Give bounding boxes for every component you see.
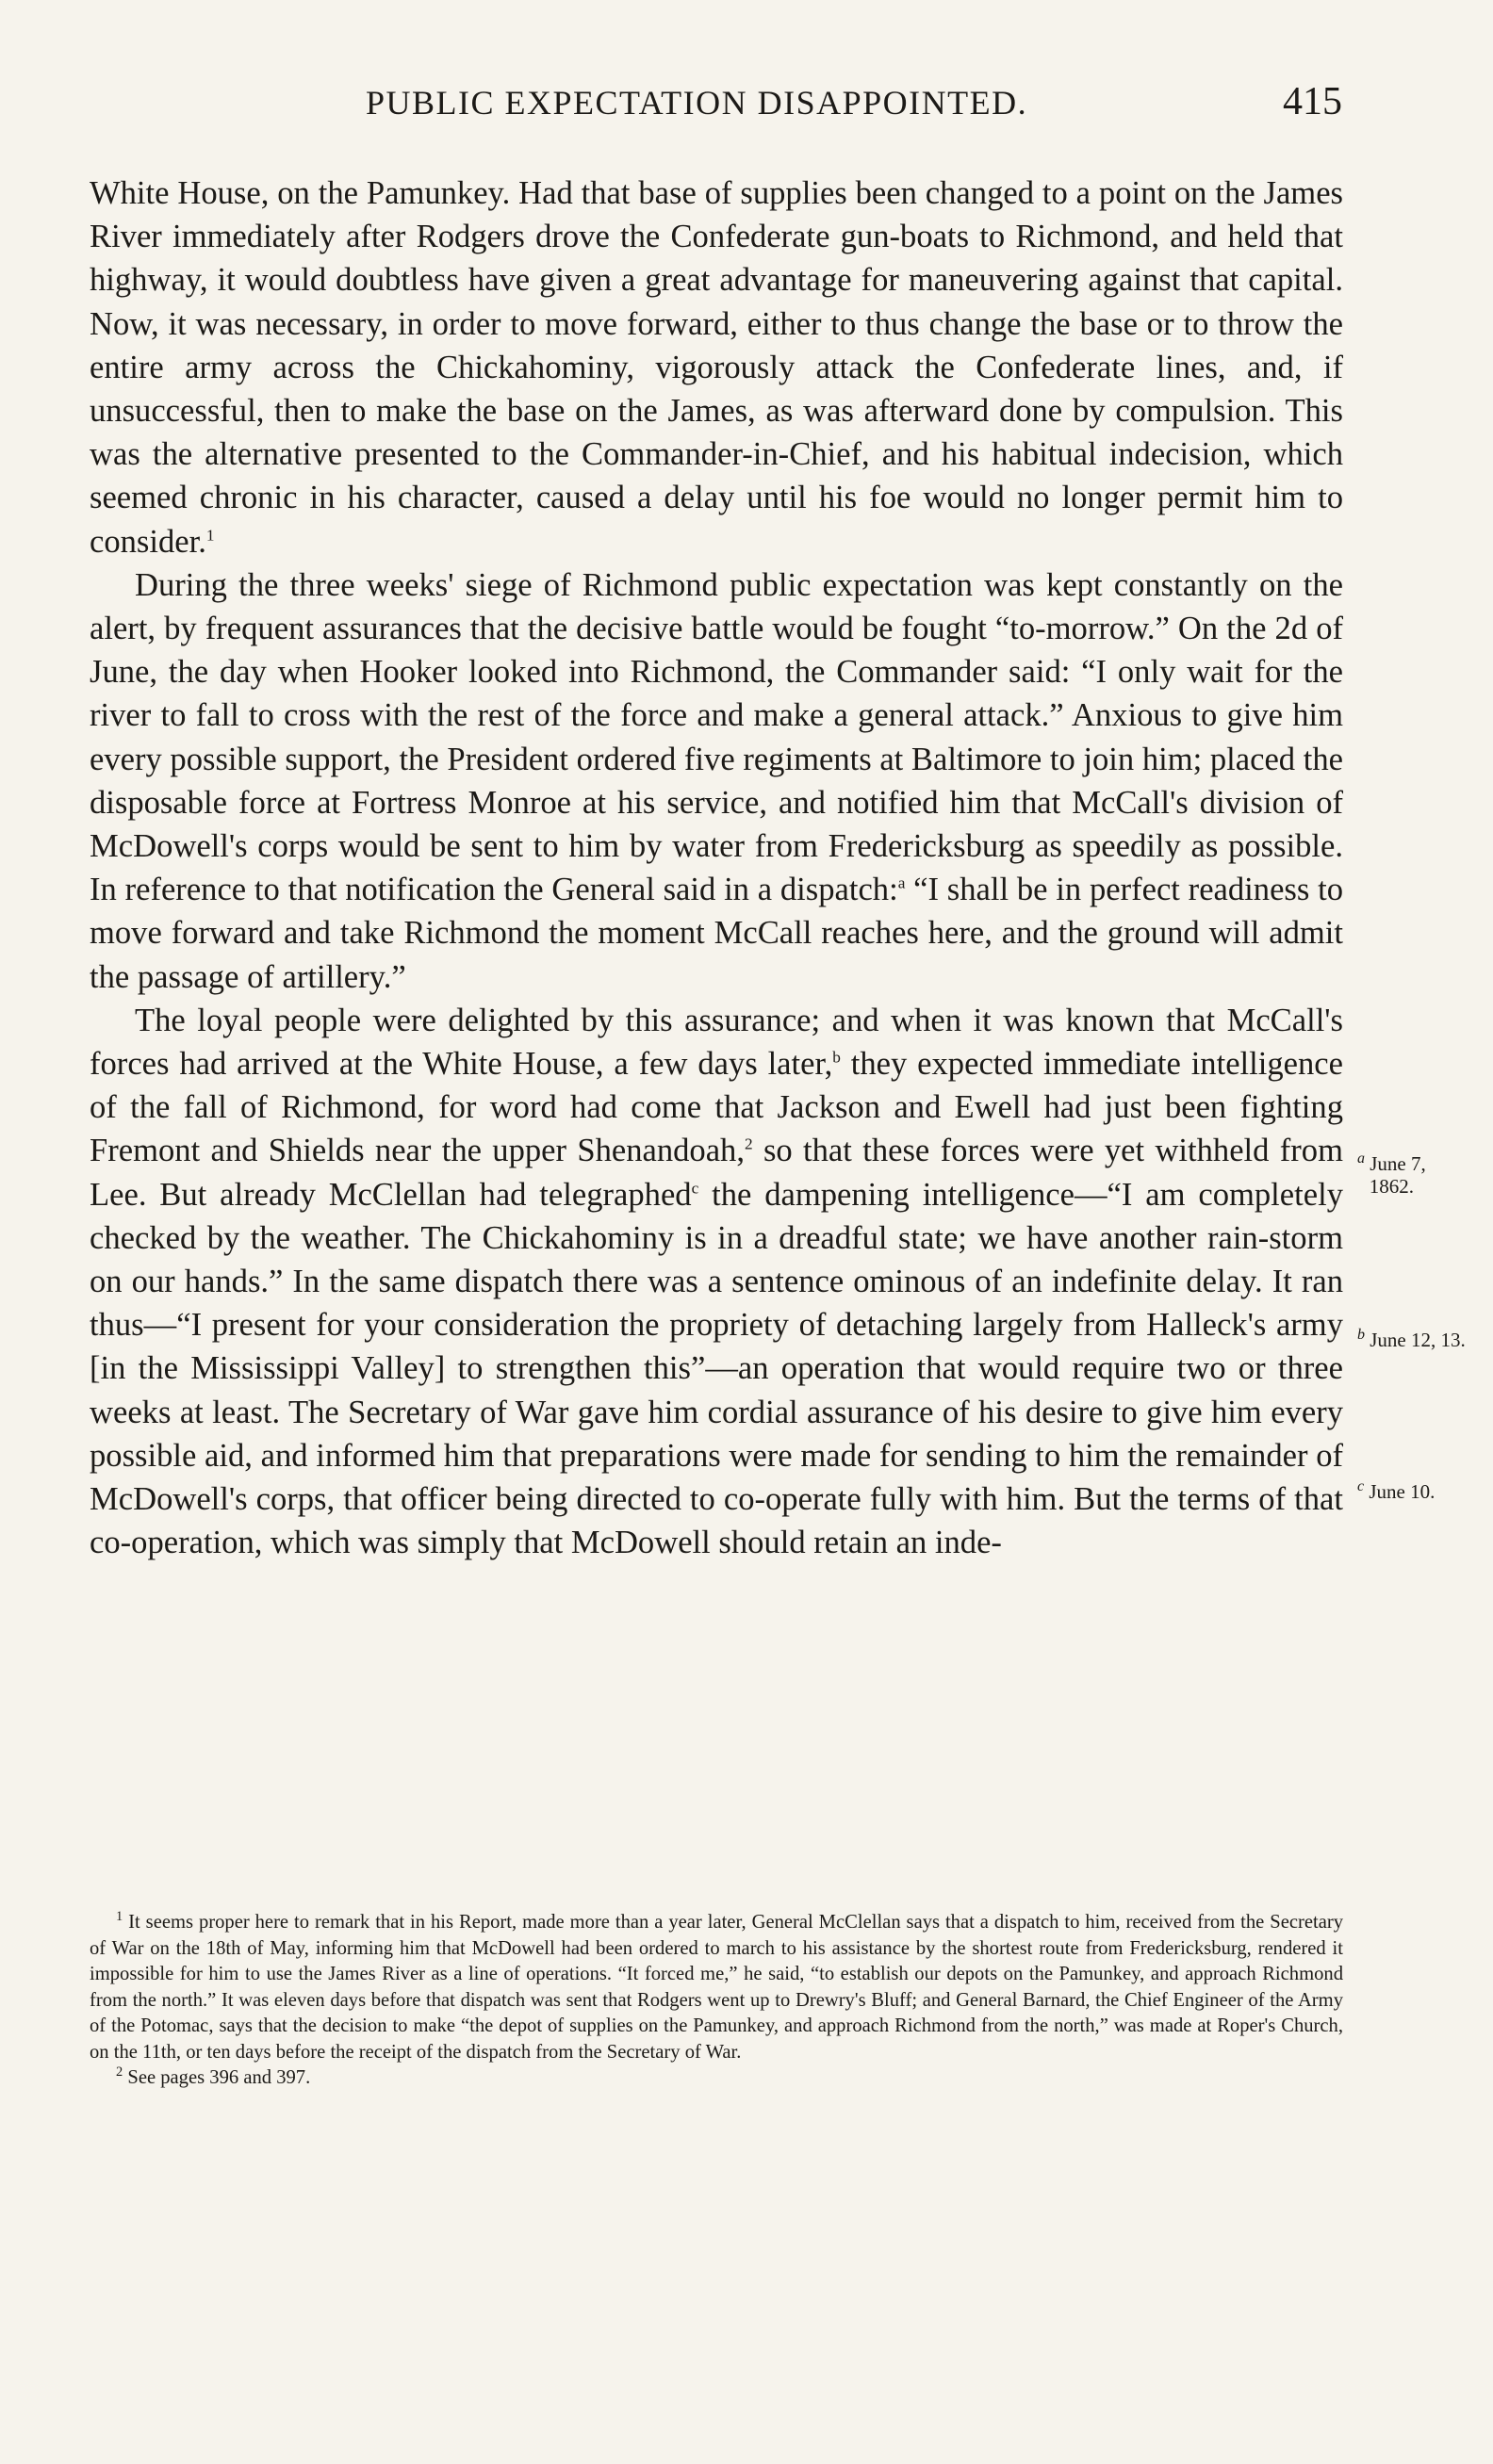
footnotes — [90, 1910, 1343, 2092]
margin-note-date: June 7, — [1370, 1152, 1426, 1175]
paragraph-text: During the three weeks' siege of Richmond public expectation was kept constantly on the alert, by frequent assurances that the decisive battle would be fought “to-morrow.” On the 2d of June, the day when Hooker looked into Richmond, the Commander said: “I only wait for the river to fall to cross with the rest of the force and make a general attack.” Anxious to give him every possible support, the President ordered five regiments at Baltimore to join him; placed the disposable force at Fortress Monroe at his service, and notified him that McCall's division of McDowell's corps would be sent to him by water from Fredericksburg as speedily as possible. In reference to that notification the General said in a dispatch: — [90, 566, 1343, 908]
margin-note-mark: b — [1357, 1327, 1365, 1343]
footnote-mark: 2 — [116, 2064, 123, 2081]
margin-note — [1357, 1324, 1466, 1351]
footnote-text: It seems proper here to remark that in his Report, made more than a year later, General McClellan says that a dispatch to him, received from the Secretary of War on the 18th of May, informing him that McDowell had been ordered to march to his assistance by the shortest route from Fredericksburg, rendered it impossible for him to use the James River as a line of operations. “It forced me,” he said, “to establish our depots on the Pamunkey, and approach Richmond from the north.” It was eleven days before that dispatch was sent that Rodgers went up to Drewry's Bluff; and General Barnard, the Chief Engineer of the Army of the Potomac, says that the decision to make “the depot of supplies on the Pamunkey, and approach Richmond from the north,” was made at Roper's Church, on the 11th, or ten days before the receipt of the dispatch from the Secretary of War. — [90, 1912, 1343, 2063]
paragraph-text: White House, on the Pamunkey. Had that base of supplies been changed to a point on the James River immediately after Rodgers drove the Confederate gun-boats to Richmond, and held that highway, it would doubtless have given a great advantage for maneuvering against that capital. Now, it was necessary, in order to move forward, either to thus change the base or to throw the entire army across the Chickahominy, vigorously attack the Confederate lines, and, if unsuccessful, then to make the base on the James, as was afterward done by compulsion. This was the alternative presented to the Commander-in-Chief, and his habitual indecision, which seemed chronic in his character, caused a delay until his foe would no longer permit him to consider. — [90, 175, 1343, 560]
margin-note-mark: a — [1357, 1150, 1365, 1167]
body-text — [90, 171, 1343, 1565]
paragraph-text: The loyal people were delighted by this assurance; and when it was known that McCall's forces had arrived at the White House, a few days later, — [90, 1002, 1343, 1083]
footnote-text: See pages 396 and 397. — [127, 2067, 311, 2088]
footnote-ref: 2 — [745, 1134, 753, 1153]
footnote — [90, 1910, 1343, 2065]
marginal-ref: c — [691, 1179, 699, 1198]
paragraph-text: the dampening intelligence—“I am completely checked by the weather. The Chickahominy is in a dreadful state; we have another rain-storm on our hands.” In the same dispatch there was a sentence ominous of an indefinite delay. It ran thus—“I present for your consideration the propriety of detaching largely from Halleck's army [in the Mississippi Valley] to strengthen this”—an operation that would require two or three weeks at least. The Secretary of War gave him cordial assurance of his desire to give him every possible aid, and informed him that preparations were made for sending to him the remainder of McDowell's corps, that officer being directed to co-operate fully with him. But the terms of that co-operation, which was simply that McDowell should retain an inde- — [90, 1176, 1343, 1561]
page-header — [0, 80, 1493, 130]
marginal-ref: b — [832, 1048, 841, 1067]
footnote-ref: 1 — [205, 526, 215, 545]
paragraph-text: they expected immediate intelligence of the fall of Richmond, for word had come that Jackson and Ewell had just been fighting Fremont and Shields near the upper Shenandoah, — [90, 1046, 1343, 1169]
margin-note — [1357, 1148, 1426, 1198]
page-number: 415 — [1283, 80, 1342, 123]
paragraph — [90, 563, 1343, 999]
margin-note-year: 1862. — [1369, 1175, 1414, 1198]
running-head: PUBLIC EXPECTATION DISAPPOINTED. — [366, 84, 1028, 122]
marginal-ref: a — [897, 873, 906, 892]
margin-note-mark: c — [1357, 1478, 1365, 1494]
paragraph — [90, 999, 1343, 1565]
paragraph-text: so that these forces were yet withheld from Lee. But already McClellan had telegraphed — [90, 1133, 1343, 1213]
margin-note-date: June 12, 13. — [1370, 1329, 1466, 1351]
paragraph-text: “I shall be in perfect readiness to move forward and take Richmond the moment McCall reaches here, and the ground will admit the passage of artillery.” — [90, 872, 1344, 995]
margin-note — [1357, 1476, 1435, 1503]
footnote — [90, 2065, 1343, 2092]
footnote-mark: 1 — [116, 1909, 123, 1925]
margin-note-date: June 10. — [1369, 1480, 1436, 1503]
paragraph — [90, 171, 1343, 563]
